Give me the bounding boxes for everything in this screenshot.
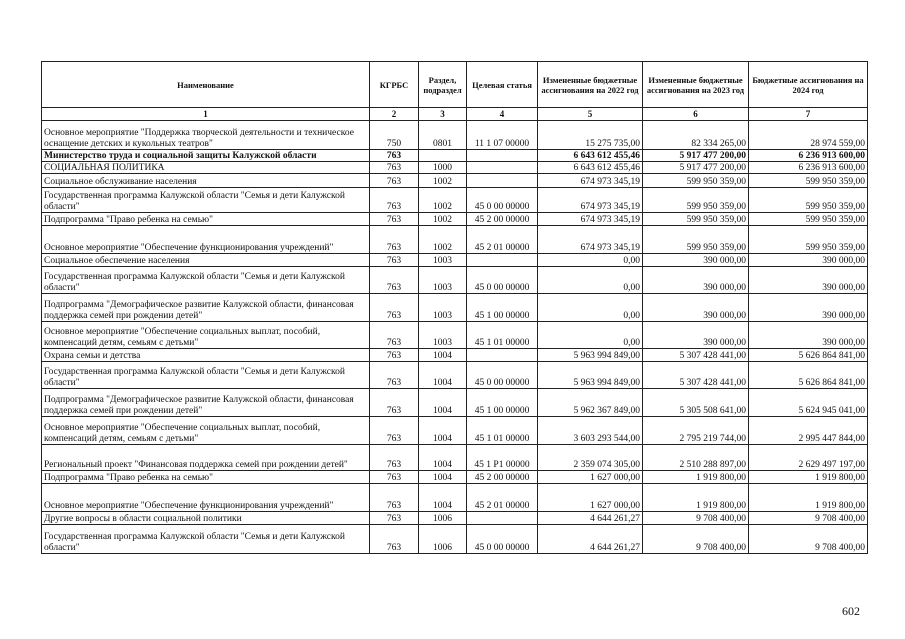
row-amount-2023: 9 708 400,00 bbox=[643, 512, 749, 525]
row-section bbox=[419, 150, 467, 162]
row-name: Основное мероприятие "Обеспечение функционирования учреждений" bbox=[42, 484, 370, 512]
table-row bbox=[42, 525, 868, 554]
row-amount-2023: 82 334 265,00 bbox=[643, 121, 749, 150]
column-number: 3 bbox=[419, 108, 467, 121]
row-target: 45 0 00 00000 bbox=[467, 362, 538, 389]
row-target: 11 1 07 00000 bbox=[467, 121, 538, 150]
row-name: Министерство труда и социальной защиты Калужской области bbox=[42, 150, 370, 162]
row-target: 45 2 00 00000 bbox=[467, 213, 538, 226]
row-amount-2024: 9 708 400,00 bbox=[749, 525, 868, 554]
row-name: Основное мероприятие "Поддержка творческой деятельности и техническое оснащение детских и кукольных театров" bbox=[42, 121, 370, 150]
row-amount-2023: 390 000,00 bbox=[643, 322, 749, 349]
row-target: 45 2 01 00000 bbox=[467, 226, 538, 254]
row-target: 45 1 00 00000 bbox=[467, 294, 538, 322]
table-row bbox=[42, 349, 868, 362]
row-amount-2023: 1 919 800,00 bbox=[643, 484, 749, 512]
row-amount-2023: 390 000,00 bbox=[643, 267, 749, 294]
table-row bbox=[42, 417, 868, 445]
table-row bbox=[42, 254, 868, 267]
row-name: Подпрограмма "Право ребенка на семью" bbox=[42, 471, 370, 484]
row-section: 1003 bbox=[419, 294, 467, 322]
row-amount-2022: 1 627 000,00 bbox=[538, 484, 643, 512]
row-amount-2022: 15 275 735,00 bbox=[538, 121, 643, 150]
row-amount-2023: 9 708 400,00 bbox=[643, 525, 749, 554]
row-amount-2024: 9 708 400,00 bbox=[749, 512, 868, 525]
table-row bbox=[42, 294, 868, 322]
table-row bbox=[42, 162, 868, 174]
table-row bbox=[42, 226, 868, 254]
column-number-row bbox=[42, 108, 868, 121]
row-amount-2022: 5 963 994 849,00 bbox=[538, 362, 643, 389]
row-kgrbs: 763 bbox=[370, 362, 419, 389]
row-kgrbs: 763 bbox=[370, 150, 419, 162]
table-body bbox=[42, 121, 868, 554]
row-amount-2023: 5 917 477 200,00 bbox=[643, 162, 749, 174]
row-target bbox=[467, 150, 538, 162]
row-amount-2024: 390 000,00 bbox=[749, 254, 868, 267]
row-amount-2022: 1 627 000,00 bbox=[538, 471, 643, 484]
header-kgrbs: КГРБС bbox=[370, 62, 419, 108]
row-name: Государственная программа Калужской области "Семья и дети Калужской области" bbox=[42, 188, 370, 213]
row-amount-2024: 5 624 945 041,00 bbox=[749, 389, 868, 417]
budget-table bbox=[41, 61, 868, 554]
table-row bbox=[42, 322, 868, 349]
row-section: 1002 bbox=[419, 213, 467, 226]
table-row bbox=[42, 174, 868, 188]
row-amount-2023: 1 919 800,00 bbox=[643, 471, 749, 484]
row-amount-2023: 390 000,00 bbox=[643, 294, 749, 322]
row-target: 45 0 00 00000 bbox=[467, 188, 538, 213]
row-amount-2024: 2 629 497 197,00 bbox=[749, 445, 868, 471]
row-kgrbs: 763 bbox=[370, 471, 419, 484]
row-amount-2022: 6 643 612 455,46 bbox=[538, 162, 643, 174]
row-amount-2022: 0,00 bbox=[538, 267, 643, 294]
row-section: 1003 bbox=[419, 254, 467, 267]
row-amount-2023: 5 307 428 441,00 bbox=[643, 362, 749, 389]
row-name: Подпрограмма "Право ребенка на семью" bbox=[42, 213, 370, 226]
row-amount-2023: 5 305 508 641,00 bbox=[643, 389, 749, 417]
row-section: 1004 bbox=[419, 362, 467, 389]
row-section: 1004 bbox=[419, 349, 467, 362]
row-name: Государственная программа Калужской области "Семья и дети Калужской области" bbox=[42, 362, 370, 389]
header-2023: Измененные бюджетные ассигнования на 2023 год bbox=[643, 62, 749, 108]
row-amount-2022: 674 973 345,19 bbox=[538, 226, 643, 254]
row-name: Основное мероприятие "Обеспечение социальных выплат, пособий, компенсаций детям, семьям с детьми" bbox=[42, 322, 370, 349]
column-number: 6 bbox=[643, 108, 749, 121]
row-kgrbs: 763 bbox=[370, 389, 419, 417]
row-kgrbs: 763 bbox=[370, 512, 419, 525]
table-row bbox=[42, 121, 868, 150]
row-amount-2022: 674 973 345,19 bbox=[538, 174, 643, 188]
row-amount-2023: 2 795 219 744,00 bbox=[643, 417, 749, 445]
row-name: Подпрограмма "Демографическое развитие Калужской области, финансовая поддержка семей при рождении детей" bbox=[42, 294, 370, 322]
header-row bbox=[42, 62, 868, 108]
table-row bbox=[42, 389, 868, 417]
row-kgrbs: 763 bbox=[370, 226, 419, 254]
row-amount-2024: 2 995 447 844,00 bbox=[749, 417, 868, 445]
row-section: 1006 bbox=[419, 512, 467, 525]
row-kgrbs: 763 bbox=[370, 267, 419, 294]
header-section: Раздел, подраздел bbox=[419, 62, 467, 108]
table-row bbox=[42, 267, 868, 294]
row-name: Государственная программа Калужской области "Семья и дети Калужской области" bbox=[42, 267, 370, 294]
row-name: Охрана семьи и детства bbox=[42, 349, 370, 362]
row-kgrbs: 763 bbox=[370, 188, 419, 213]
table-row bbox=[42, 213, 868, 226]
column-number: 1 bbox=[42, 108, 370, 121]
row-section: 1000 bbox=[419, 162, 467, 174]
table-row bbox=[42, 512, 868, 525]
row-amount-2024: 599 950 359,00 bbox=[749, 213, 868, 226]
row-target bbox=[467, 349, 538, 362]
row-target: 45 1 01 00000 bbox=[467, 322, 538, 349]
row-target: 45 2 01 00000 bbox=[467, 484, 538, 512]
row-section: 0801 bbox=[419, 121, 467, 150]
row-amount-2024: 390 000,00 bbox=[749, 294, 868, 322]
table-row bbox=[42, 445, 868, 471]
row-amount-2024: 390 000,00 bbox=[749, 322, 868, 349]
row-section: 1004 bbox=[419, 417, 467, 445]
row-name: Региональный проект "Финансовая поддержка семей при рождении детей" bbox=[42, 445, 370, 471]
row-name: Основное мероприятие "Обеспечение функционирования учреждений" bbox=[42, 226, 370, 254]
row-amount-2023: 599 950 359,00 bbox=[643, 188, 749, 213]
row-amount-2024: 599 950 359,00 bbox=[749, 188, 868, 213]
row-amount-2022: 0,00 bbox=[538, 254, 643, 267]
row-kgrbs: 750 bbox=[370, 121, 419, 150]
row-amount-2024: 599 950 359,00 bbox=[749, 226, 868, 254]
row-amount-2022: 674 973 345,19 bbox=[538, 213, 643, 226]
row-target bbox=[467, 254, 538, 267]
row-section: 1003 bbox=[419, 322, 467, 349]
row-amount-2023: 5 307 428 441,00 bbox=[643, 349, 749, 362]
row-kgrbs: 763 bbox=[370, 162, 419, 174]
row-amount-2022: 2 359 074 305,00 bbox=[538, 445, 643, 471]
row-amount-2022: 6 643 612 455,46 bbox=[538, 150, 643, 162]
row-target: 45 1 P1 00000 bbox=[467, 445, 538, 471]
table-row bbox=[42, 471, 868, 484]
row-name: Основное мероприятие "Обеспечение социальных выплат, пособий, компенсаций детям, семьям с детьми" bbox=[42, 417, 370, 445]
row-amount-2022: 5 962 367 849,00 bbox=[538, 389, 643, 417]
table-row bbox=[42, 150, 868, 162]
table-row bbox=[42, 484, 868, 512]
row-amount-2024: 28 974 559,00 bbox=[749, 121, 868, 150]
row-amount-2023: 390 000,00 bbox=[643, 254, 749, 267]
row-kgrbs: 763 bbox=[370, 322, 419, 349]
row-kgrbs: 763 bbox=[370, 349, 419, 362]
row-amount-2022: 0,00 bbox=[538, 294, 643, 322]
row-section: 1004 bbox=[419, 471, 467, 484]
row-target: 45 0 00 00000 bbox=[467, 267, 538, 294]
row-target: 45 1 00 00000 bbox=[467, 389, 538, 417]
row-amount-2022: 4 644 261,27 bbox=[538, 512, 643, 525]
row-kgrbs: 763 bbox=[370, 254, 419, 267]
row-name: Другие вопросы в области социальной политики bbox=[42, 512, 370, 525]
row-section: 1004 bbox=[419, 484, 467, 512]
row-kgrbs: 763 bbox=[370, 294, 419, 322]
row-amount-2023: 599 950 359,00 bbox=[643, 226, 749, 254]
row-amount-2024: 6 236 913 600,00 bbox=[749, 150, 868, 162]
row-section: 1006 bbox=[419, 525, 467, 554]
column-number: 4 bbox=[467, 108, 538, 121]
row-amount-2022: 674 973 345,19 bbox=[538, 188, 643, 213]
row-name: СОЦИАЛЬНАЯ ПОЛИТИКА bbox=[42, 162, 370, 174]
row-section: 1002 bbox=[419, 188, 467, 213]
row-amount-2024: 6 236 913 600,00 bbox=[749, 162, 868, 174]
row-target: 45 0 00 00000 bbox=[467, 525, 538, 554]
header-2024: Бюджетные ассигнования на 2024 год bbox=[749, 62, 868, 108]
header-2022: Измененные бюджетные ассигнования на 2022 год bbox=[538, 62, 643, 108]
row-amount-2022: 5 963 994 849,00 bbox=[538, 349, 643, 362]
row-target bbox=[467, 512, 538, 525]
row-amount-2024: 5 626 864 841,00 bbox=[749, 349, 868, 362]
row-target: 45 1 01 00000 bbox=[467, 417, 538, 445]
row-section: 1004 bbox=[419, 389, 467, 417]
row-section: 1002 bbox=[419, 174, 467, 188]
row-amount-2022: 3 603 293 544,00 bbox=[538, 417, 643, 445]
row-target bbox=[467, 174, 538, 188]
row-amount-2022: 0,00 bbox=[538, 322, 643, 349]
row-name: Государственная программа Калужской области "Семья и дети Калужской области" bbox=[42, 525, 370, 554]
column-number: 2 bbox=[370, 108, 419, 121]
row-amount-2024: 1 919 800,00 bbox=[749, 484, 868, 512]
row-target: 45 2 00 00000 bbox=[467, 471, 538, 484]
row-amount-2024: 5 626 864 841,00 bbox=[749, 362, 868, 389]
row-name: Подпрограмма "Демографическое развитие Калужской области, финансовая поддержка семей при рождении детей" bbox=[42, 389, 370, 417]
row-amount-2023: 599 950 359,00 bbox=[643, 174, 749, 188]
row-name: Социальное обслуживание населения bbox=[42, 174, 370, 188]
row-amount-2024: 1 919 800,00 bbox=[749, 471, 868, 484]
row-amount-2022: 4 644 261,27 bbox=[538, 525, 643, 554]
page-number: 602 bbox=[842, 604, 860, 618]
row-amount-2023: 5 917 477 200,00 bbox=[643, 150, 749, 162]
row-section: 1002 bbox=[419, 226, 467, 254]
row-kgrbs: 763 bbox=[370, 213, 419, 226]
table-row bbox=[42, 362, 868, 389]
row-amount-2024: 390 000,00 bbox=[749, 267, 868, 294]
row-kgrbs: 763 bbox=[370, 484, 419, 512]
column-number: 5 bbox=[538, 108, 643, 121]
row-section: 1004 bbox=[419, 445, 467, 471]
row-kgrbs: 763 bbox=[370, 525, 419, 554]
row-amount-2024: 599 950 359,00 bbox=[749, 174, 868, 188]
row-kgrbs: 763 bbox=[370, 445, 419, 471]
row-kgrbs: 763 bbox=[370, 417, 419, 445]
row-name: Социальное обеспечение населения bbox=[42, 254, 370, 267]
column-number: 7 bbox=[749, 108, 868, 121]
row-amount-2023: 2 510 288 897,00 bbox=[643, 445, 749, 471]
header-name: Наименование bbox=[42, 62, 370, 108]
header-target: Целевая статья bbox=[467, 62, 538, 108]
row-section: 1003 bbox=[419, 267, 467, 294]
table-row bbox=[42, 188, 868, 213]
row-kgrbs: 763 bbox=[370, 174, 419, 188]
row-target bbox=[467, 162, 538, 174]
row-amount-2023: 599 950 359,00 bbox=[643, 213, 749, 226]
